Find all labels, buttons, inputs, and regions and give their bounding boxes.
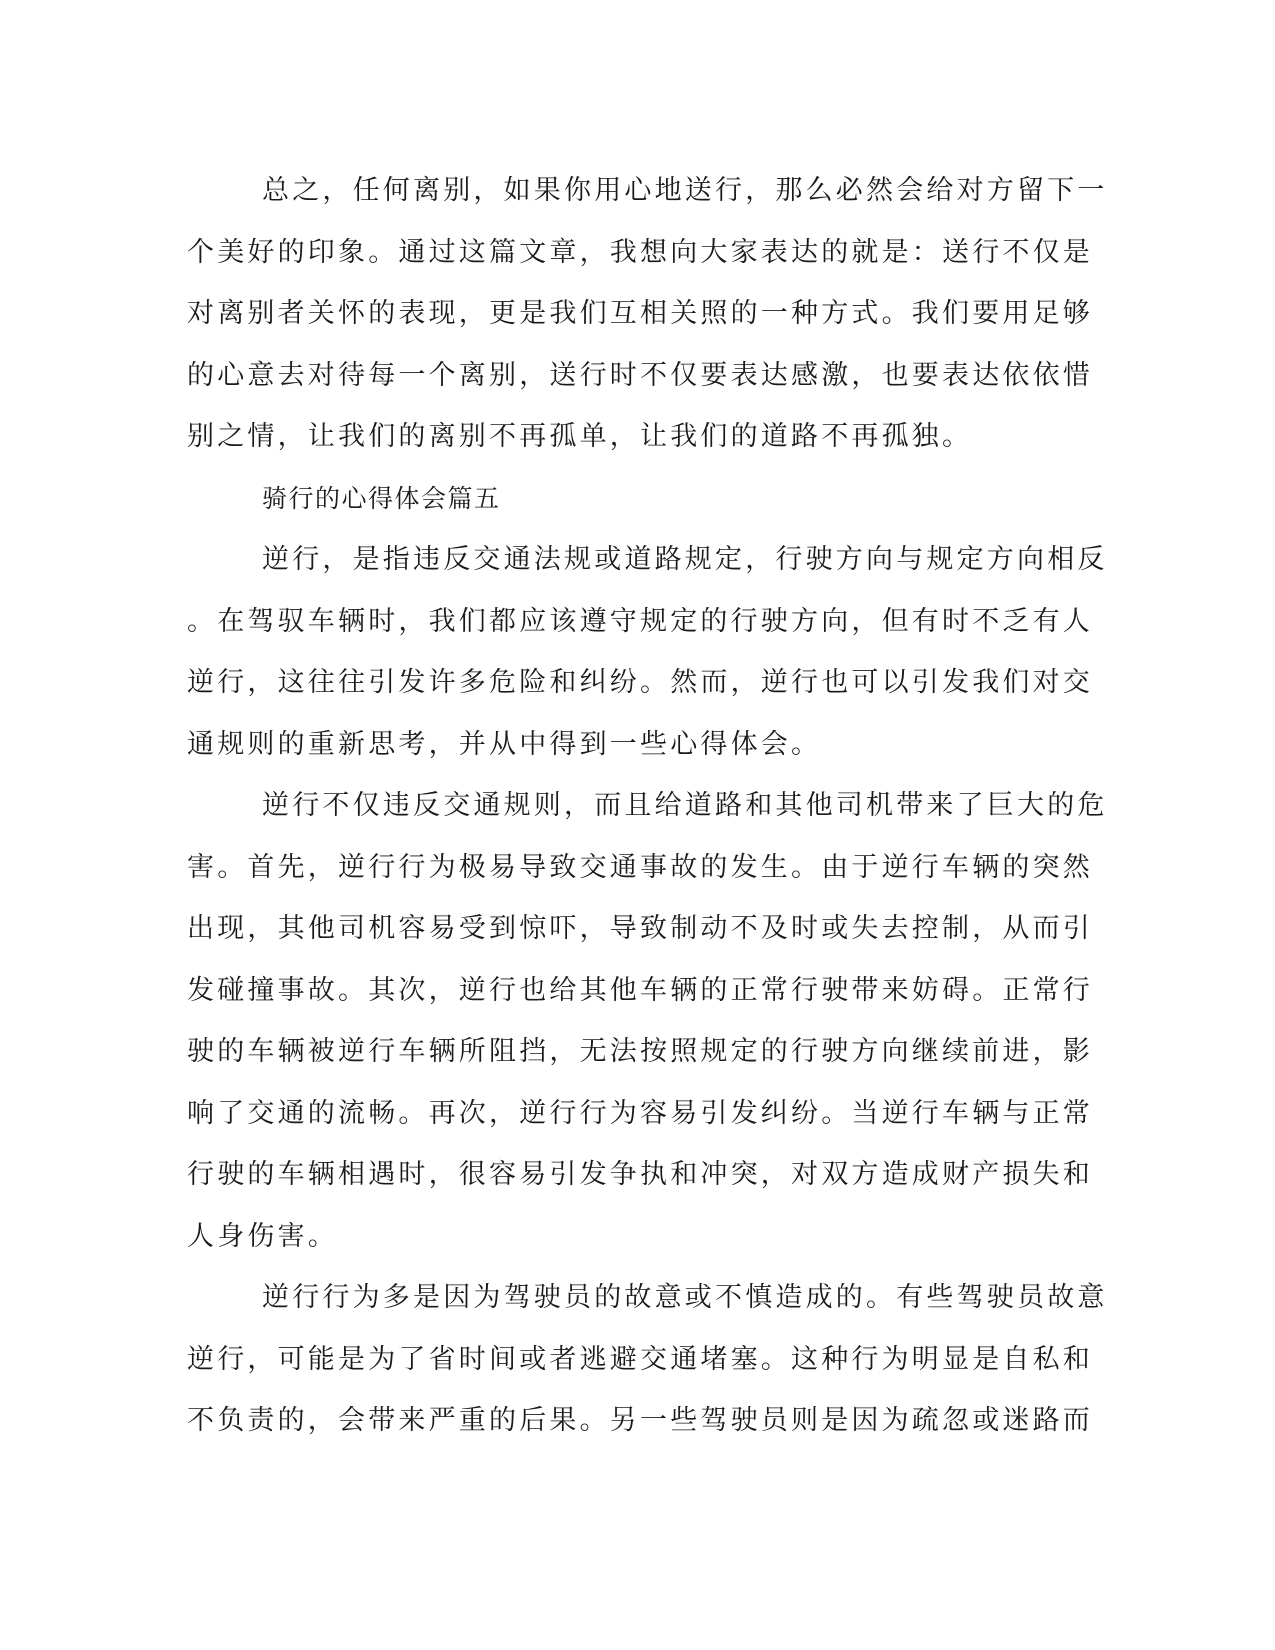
text-line: 对离别者关怀的表现，更是我们互相关照的一种方式。我们要用足够 xyxy=(187,298,1093,329)
paragraph-wrong-way-causes xyxy=(187,1267,1108,1452)
heading-text: 骑行的心得体会篇五 xyxy=(262,483,501,513)
document-body xyxy=(187,160,1108,1452)
text-line: 总之，任何离别，如果你用心地送行，那么必然会给对方留下一 xyxy=(262,175,1108,206)
text-line: 不负责的，会带来严重的后果。另一些驾驶员则是因为疏忽或迷路而 xyxy=(187,1405,1093,1436)
text-line: 别之情，让我们的离别不再孤单，让我们的道路不再孤独。 xyxy=(187,421,973,452)
text-line: 害。首先，逆行行为极易导致交通事故的发生。由于逆行车辆的突然 xyxy=(187,851,1093,883)
text-line: 出现，其他司机容易受到惊吓，导致制动不及时或失去控制，从而引 xyxy=(187,913,1093,944)
text-line: 人身伤害。 xyxy=(187,1220,338,1252)
text-line: 行驶的车辆相遇时，很容易引发争执和冲突，对双方造成财产损失和 xyxy=(187,1159,1093,1190)
text-line: 响了交通的流畅。再次，逆行行为容易引发纠纷。当逆行车辆与正常 xyxy=(187,1097,1093,1129)
text-line: 的心意去对待每一个离别，送行时不仅要表达感激，也要表达依依惜 xyxy=(187,359,1093,391)
section-heading xyxy=(187,468,1077,530)
text-line: 逆行，这往往引发许多危险和纠纷。然而，逆行也可以引发我们对交 xyxy=(187,667,1093,698)
text-line: 逆行，是指违反交通法规或道路规定，行驶方向与规定方向相反 xyxy=(262,544,1108,575)
text-line: 通规则的重新思考，并从中得到一些心得体会。 xyxy=(187,728,822,760)
text-line: 。在驾驭车辆时，我们都应该遵守规定的行驶方向，但有时不乏有人 xyxy=(187,605,1093,637)
text-line: 驶的车辆被逆行车辆所阻挡，无法按照规定的行驶方向继续前进，影 xyxy=(187,1036,1093,1067)
text-line: 逆行，可能是为了省时间或者逃避交通堵塞。这种行为明显是自私和 xyxy=(187,1343,1093,1375)
paragraph-wrong-way-definition xyxy=(187,529,1108,775)
text-line: 个美好的印象。通过这篇文章，我想向大家表达的就是：送行不仅是 xyxy=(187,236,1093,268)
text-line: 逆行行为多是因为驾驶员的故意或不慎造成的。有些驾驶员故意 xyxy=(262,1282,1108,1313)
text-line: 发碰撞事故。其次，逆行也给其他车辆的正常行驶带来妨碍。正常行 xyxy=(187,974,1093,1006)
paragraph-farewell-conclusion xyxy=(187,160,1108,468)
text-line: 逆行不仅违反交通规则，而且给道路和其他司机带来了巨大的危 xyxy=(262,790,1108,821)
paragraph-wrong-way-harm xyxy=(187,775,1108,1267)
